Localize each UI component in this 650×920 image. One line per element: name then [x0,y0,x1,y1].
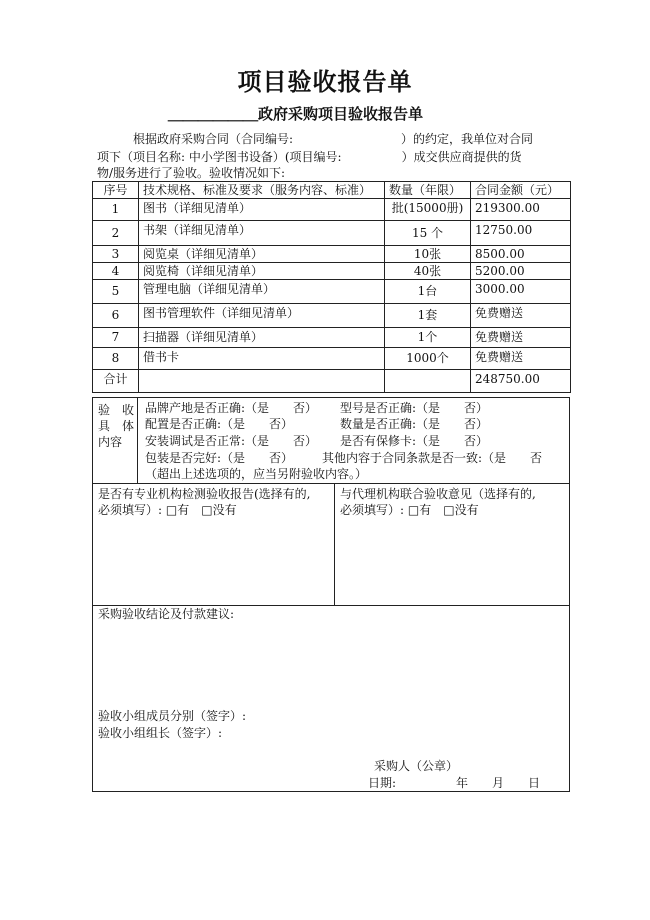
row-spec: 书架（详细见清单） [139,221,385,246]
row-no: 5 [93,280,139,304]
row-qty: 1台 [385,280,471,304]
conclusion-label: 采购验收结论及付款建议: [98,607,235,621]
row-qty: 1000个 [385,348,471,370]
option-no-label: 没有 [212,503,237,517]
header-qty: 数量（年限） [385,182,471,199]
row-no: 3 [93,246,139,263]
checkbox-no-professional[interactable]: □没有 [201,503,237,517]
row-amount: 219300.00 [471,199,571,221]
row-amount: 免费赠送 [471,328,571,348]
document-title: 项目验收报告单 [237,67,413,96]
checkbox-yes-professional[interactable]: □有 [165,503,190,517]
checks-divider [137,397,138,484]
table-header-row [93,182,571,199]
inspection-divider [334,484,335,605]
header-no: 序号 [93,182,139,199]
row-spec: 图书（详细见清单） [139,199,385,221]
checkbox-no-agency[interactable]: □没有 [443,503,479,517]
total-amount: 248750.00 [471,370,571,393]
table-row [93,348,571,370]
total-qty-empty [385,370,471,393]
check-brand-origin: 品牌产地是否正确:（是 否） [145,401,318,415]
check-contract-consistency: 其他内容于合同条款是否一致:（是 否 [322,451,543,465]
row-no: 4 [93,263,139,280]
check-note: （超出上述选项的，应当另附验收内容。） [145,467,368,481]
members-signature: 验收小组成员分别（签字）: [98,709,247,723]
row-no: 6 [93,304,139,328]
row-amount: 免费赠送 [471,348,571,370]
row-spec: 管理电脑（详细见清单） [139,280,385,304]
row-qty: 1个 [385,328,471,348]
fill-required-label: 必须填写）: [340,503,405,517]
row-no: 7 [93,328,139,348]
row-no: 8 [93,348,139,370]
row-amount: 3000.00 [471,280,571,304]
total-spec-empty [139,370,385,393]
intro-line-1: 根据政府采购合同（合同编号: ）的约定，我单位对合同 [133,132,534,146]
table-row [93,199,571,221]
row-qty: 批(15000册) [385,199,471,221]
items-table [92,181,571,393]
purchaser-seal: 采购人（公章） [374,759,459,773]
professional-inspection-fill [98,502,237,518]
option-yes-label: 有 [419,503,432,517]
total-label: 合计 [93,370,139,393]
fill-required-label: 必须填写）: [98,503,163,517]
agency-opinion-fill [340,502,479,518]
row-no: 2 [93,221,139,246]
table-row [93,246,571,263]
row-amount: 5200.00 [471,263,571,280]
check-packaging: 包装是否完好:（是 否） [145,451,294,465]
document-subtitle: ＿＿＿＿＿＿政府采购项目验收报告单 [168,105,424,123]
table-row [93,280,571,304]
checks-label-1: 验 收 [98,403,135,417]
agency-opinion-label: 与代理机构联合验收意见（选择有的, [340,487,536,501]
conclusion-section [92,605,570,792]
table-row [93,304,571,328]
row-qty: 10张 [385,246,471,263]
date-line: 日期: 年 月 日 [368,776,541,790]
checkbox-yes-agency[interactable]: □有 [407,503,432,517]
total-row [93,370,571,393]
header-amount: 合同金额（元） [471,182,571,199]
check-quantity: 数量是否正确:（是 否） [340,417,489,431]
check-warranty-card: 是否有保修卡:（是 否） [340,434,489,448]
table-row [93,221,571,246]
row-spec: 扫描器（详细见清单） [139,328,385,348]
table-row [93,328,571,348]
row-qty: 40张 [385,263,471,280]
leader-signature: 验收小组组长（签字）: [98,726,223,740]
checks-label-3: 内容 [98,435,123,449]
header-spec: 技术规格、标准及要求（服务内容、标准） [139,182,385,199]
checks-label-2: 具 体 [98,419,135,433]
row-spec: 借书卡 [139,348,385,370]
row-amount: 8500.00 [471,246,571,263]
check-model: 型号是否正确:（是 否） [340,401,489,415]
intro-line-2: 项下（项目名称: 中小学图书设备）(项目编号: ）成交供应商提供的货 [97,150,522,164]
row-spec: 图书管理软件（详细见清单） [139,304,385,328]
check-installation: 安装调试是否正常:（是 否） [145,434,318,448]
table-row [93,263,571,280]
option-yes-label: 有 [177,503,190,517]
intro-line-3: 物/服务进行了验收。验收情况如下: [97,166,286,180]
row-spec: 阅览桌（详细见清单） [139,246,385,263]
row-amount: 12750.00 [471,221,571,246]
option-no-label: 没有 [454,503,479,517]
row-no: 1 [93,199,139,221]
professional-inspection-label: 是否有专业机构检测验收报告(选择有的, [98,487,311,501]
row-qty: 1套 [385,304,471,328]
check-configuration: 配置是否正确:（是 否） [145,417,294,431]
row-amount: 免费赠送 [471,304,571,328]
row-spec: 阅览椅（详细见清单） [139,263,385,280]
row-qty: 15 个 [385,221,471,246]
